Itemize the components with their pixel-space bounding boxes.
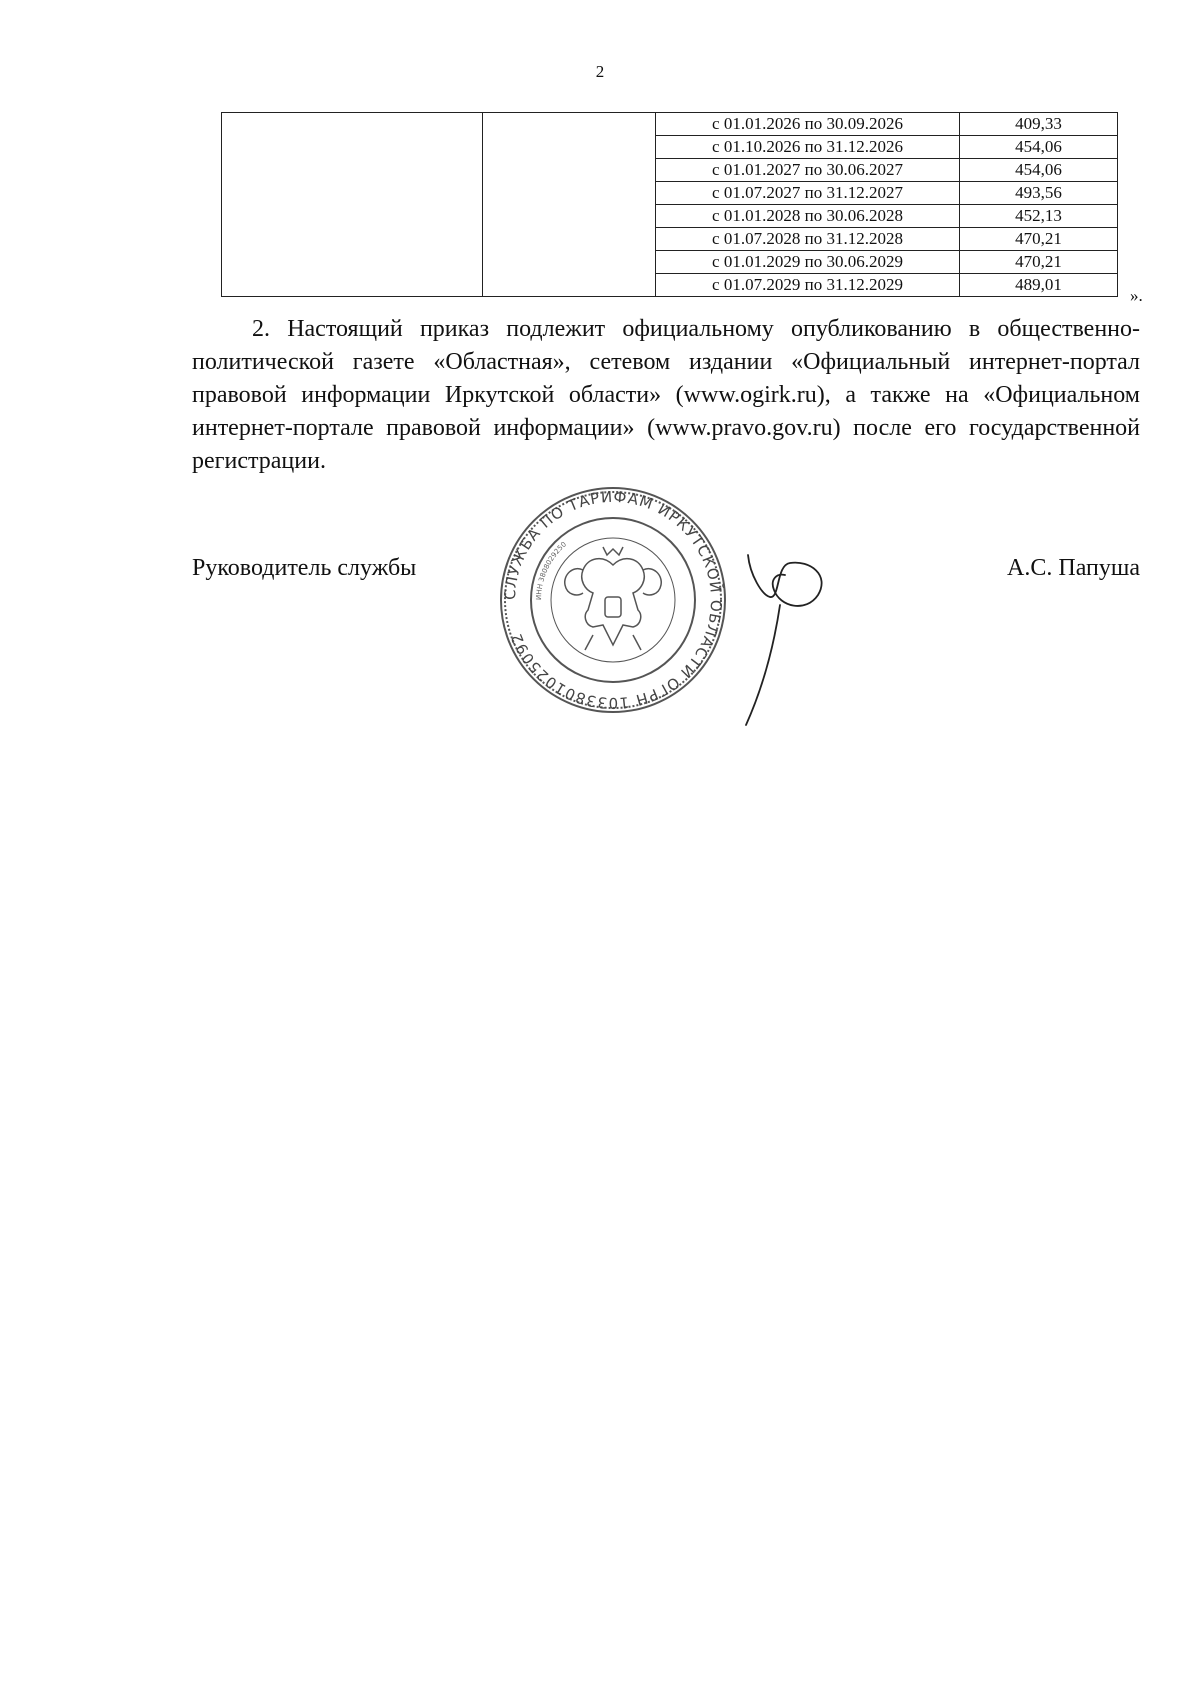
value-cell: 489,01 (960, 274, 1118, 297)
value-cell: 454,06 (960, 136, 1118, 159)
value-cell: 409,33 (960, 113, 1118, 136)
value-cell: 452,13 (960, 205, 1118, 228)
value-cell: 470,21 (960, 251, 1118, 274)
value-cell: 493,56 (960, 182, 1118, 205)
official-seal (493, 485, 733, 715)
period-cell: с 01.07.2027 по 31.12.2027 (656, 182, 960, 205)
signatory-name: А.С. Папуша (1007, 555, 1140, 581)
period-cell: с 01.10.2026 по 31.12.2026 (656, 136, 960, 159)
publication-paragraph: 2. Настоящий приказ подлежит официальному опубликованию в общественно-политической газете «Областная», сетевом издании «Официальный интернет-портал правовой информации Иркутской области» (www.ogirk.ru), а также на «Официальном интернет-портале правовой информации» (www.pravo.gov.ru) после его государственной регистрации. (192, 316, 1140, 474)
page-number: 2 (595, 62, 605, 81)
table-row (222, 113, 1118, 136)
table-cell-empty (483, 113, 656, 297)
period-cell: с 01.01.2028 по 30.06.2028 (656, 205, 960, 228)
period-cell: с 01.01.2026 по 30.09.2026 (656, 113, 960, 136)
handwritten-signature (740, 535, 860, 735)
value-cell: 454,06 (960, 159, 1118, 182)
period-cell: с 01.01.2027 по 30.06.2027 (656, 159, 960, 182)
table-cell-empty (222, 113, 483, 297)
period-cell: с 01.07.2029 по 31.12.2029 (656, 274, 960, 297)
seal-inner-text: ИНН 3808029250 (534, 540, 569, 601)
closing-quote: ». (1130, 286, 1143, 305)
double-headed-eagle-icon (565, 547, 662, 650)
tariff-table (221, 112, 1118, 297)
period-cell: с 01.01.2029 по 30.06.2029 (656, 251, 960, 274)
seal-outer-text: СЛУЖБА ПО ТАРИФАМ ИРКУТСКОЙ ОБЛАСТИ ОГРН 1033801025092 (500, 487, 726, 713)
signatory-title: Руководитель службы (192, 555, 417, 581)
period-cell: с 01.07.2028 по 31.12.2028 (656, 228, 960, 251)
value-cell: 470,21 (960, 228, 1118, 251)
